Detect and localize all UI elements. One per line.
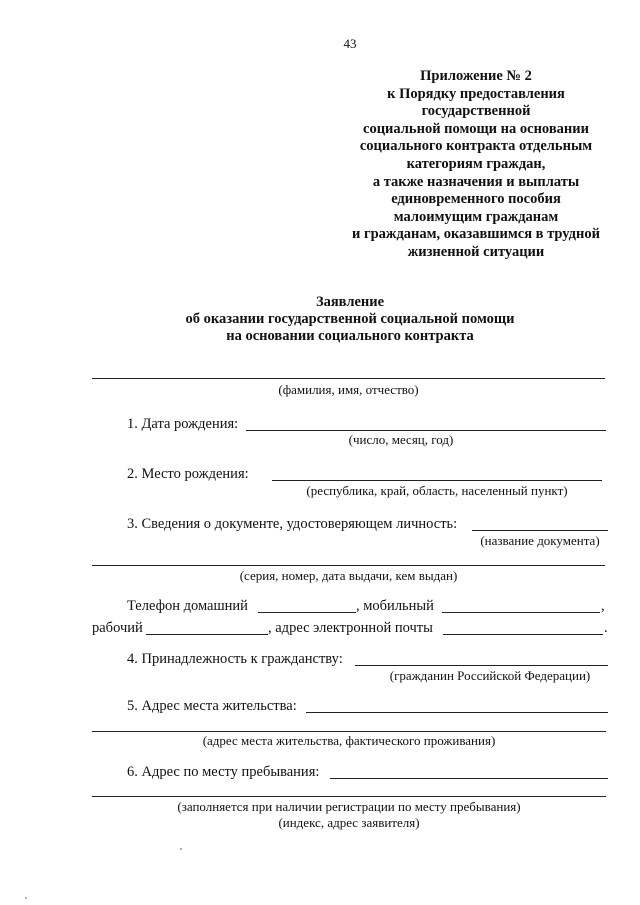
- fio-hint: (фамилия, имя, отчество): [278, 382, 419, 397]
- appendix-line: малоимущим гражданам: [393, 208, 559, 225]
- id-document-hint: (название документа): [480, 533, 600, 548]
- stay-address-field-line2[interactable]: [92, 796, 606, 797]
- citizenship-hint: (гражданин Российской Федерации): [389, 668, 591, 683]
- appendix-line: жизненной ситуации: [407, 243, 545, 260]
- stay-address-hint: (заполняется при наличии регистрации по месту пребывания): [177, 799, 521, 814]
- appendix-line: к Порядку предоставления: [387, 85, 565, 102]
- birth-place-field[interactable]: [272, 480, 602, 481]
- appendix-line: государственной: [421, 103, 531, 120]
- scan-speck: [25, 897, 27, 899]
- id-document-details-field[interactable]: [92, 565, 605, 566]
- fio-field[interactable]: [92, 378, 605, 379]
- phone-work-field[interactable]: [146, 634, 268, 635]
- birth-date-label: 1. Дата рождения:: [127, 416, 239, 432]
- citizenship-field[interactable]: [355, 665, 608, 666]
- appendix-line: единовременного пособия: [391, 191, 561, 208]
- stay-address-hint-2: (индекс, адрес заявителя): [278, 815, 420, 830]
- citizenship-label: 4. Принадлежность к гражданству:: [127, 651, 343, 667]
- phone-home-field[interactable]: [258, 612, 356, 613]
- title-line: об оказании государственной социальной помощи: [185, 311, 515, 327]
- id-document-details-hint: (серия, номер, дата выдачи, кем выдан): [239, 568, 458, 583]
- phone-work-label: рабочий: [92, 620, 143, 636]
- page-number: 43: [343, 36, 357, 51]
- appendix-line: социального контракта отдельным: [359, 138, 593, 155]
- birth-date-hint: (число, месяц, год): [348, 432, 454, 447]
- birth-place-label: 2. Место рождения:: [127, 466, 249, 482]
- title-line: Заявление: [315, 294, 385, 310]
- id-document-label: 3. Сведения о документе, удостоверяющем личность:: [127, 516, 458, 532]
- stay-address-label: 6. Адрес по месту пребывания:: [127, 764, 320, 780]
- residence-label: 5. Адрес места жительства:: [127, 698, 297, 714]
- document-title: [90, 294, 610, 345]
- id-document-field[interactable]: [472, 530, 608, 531]
- stay-address-field[interactable]: [330, 778, 608, 779]
- scan-speck: [180, 848, 182, 850]
- birth-date-field[interactable]: [246, 430, 606, 431]
- birth-place-hint: (республика, край, область, населенный пункт): [306, 483, 568, 498]
- appendix-line: Приложение № 2: [420, 68, 532, 84]
- title-line: на основании социального контракта: [226, 328, 474, 344]
- residence-hint: (адрес места жительства, фактического проживания): [202, 733, 496, 748]
- appendix-line: социальной помощи на основании: [363, 120, 589, 137]
- appendix-line: категориям граждан,: [406, 155, 546, 172]
- email-label: , адрес электронной почты: [268, 620, 433, 636]
- period: .: [604, 620, 608, 636]
- residence-field[interactable]: [306, 712, 608, 713]
- phone-home-label: Телефон домашний: [127, 598, 248, 614]
- appendix-line: и гражданам, оказавшимся в трудной: [352, 226, 600, 243]
- phone-mobile-field[interactable]: [442, 612, 600, 613]
- comma: ,: [601, 598, 605, 614]
- email-field[interactable]: [443, 634, 603, 635]
- phone-mobile-label: , мобильный: [356, 598, 434, 614]
- residence-field-line2[interactable]: [92, 731, 606, 732]
- appendix-header: [340, 68, 612, 262]
- appendix-line: а также назначения и выплаты: [372, 173, 580, 190]
